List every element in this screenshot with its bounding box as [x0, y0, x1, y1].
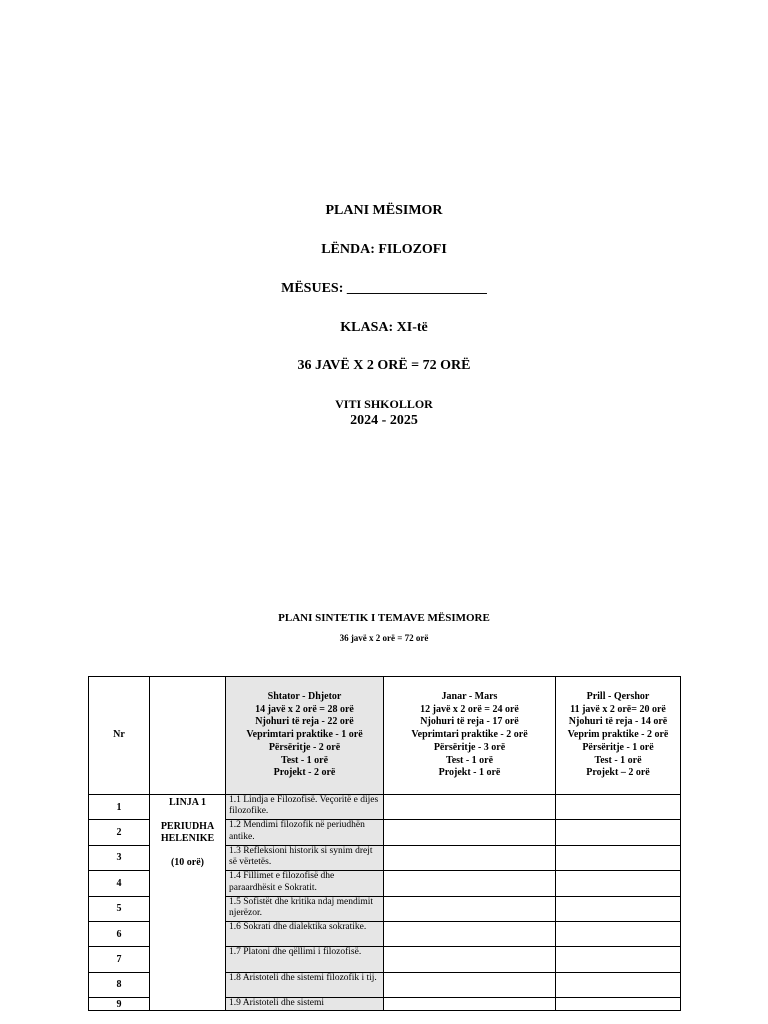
row-number: 9	[89, 998, 150, 1011]
row-number: 1	[89, 795, 150, 820]
topic-cell: 1.8 Aristoteli dhe sistemi filozofik i tij.	[226, 972, 384, 997]
period-line: Njohuri të reja - 17 orë	[420, 716, 519, 728]
empty-cell	[384, 921, 556, 946]
topic-cell: 1.6 Sokrati dhe dialektika sokratike.	[226, 921, 384, 946]
empty-cell	[556, 921, 681, 946]
period-line: Test - 1 orë	[594, 754, 642, 766]
empty-cell	[556, 896, 681, 921]
period-line: Përsëritje - 1 orë	[582, 741, 654, 753]
linja-hours: (10 orë)	[170, 857, 205, 868]
period-header-2	[384, 677, 556, 795]
topic-cell: 1.3 Refleksioni historik si synim drejt së vërtetës.	[226, 845, 384, 870]
period-line: Njohuri të reja - 14 orë	[568, 716, 668, 728]
linja-name: PERIUDHA	[160, 821, 215, 832]
school-year: 2024 - 2025	[350, 413, 418, 428]
period-line: Projekt - 2 orë	[273, 767, 336, 779]
period-line: 12 javë x 2 orë = 24 orë	[420, 703, 519, 715]
topic-cell: 1.2 Mendimi filozofik në periudhën antike.	[226, 820, 384, 845]
period-header-1	[226, 677, 384, 795]
period-line: Projekt - 1 orë	[438, 767, 501, 779]
row-number: 6	[89, 921, 150, 946]
period-line: Veprim praktike - 2 orë	[567, 729, 669, 741]
period-header-3	[556, 677, 681, 795]
hours-summary: 36 JAVË X 2 ORË = 72 ORË	[297, 358, 471, 373]
period-line: Projekt – 2 orë	[586, 767, 650, 779]
period-line: Test - 1 orë	[445, 754, 494, 766]
topic-cell: 1.4 Fillimet e filozofisë dhe paraardhësit e Sokratit.	[226, 871, 384, 896]
teacher-label: MËSUES: ____________________	[281, 281, 487, 296]
period-line: Përsëritje - 2 orë	[268, 741, 341, 753]
empty-cell	[556, 972, 681, 997]
plan-table	[88, 676, 681, 1011]
row-number: 2	[89, 820, 150, 845]
row-number: 5	[89, 896, 150, 921]
period-line: Njohuri të reja - 22 orë	[255, 716, 354, 728]
topic-cell: 1.9 Aristoteli dhe sistemi	[226, 998, 384, 1011]
nr-header: Nr	[89, 677, 150, 795]
period-name: Janar - Mars	[441, 691, 498, 703]
period-name: Prill - Qershor	[586, 691, 650, 703]
empty-cell	[556, 820, 681, 845]
period-line: Përsëritje - 3 orë	[433, 741, 506, 753]
table-row	[89, 795, 681, 820]
empty-cell	[556, 947, 681, 972]
empty-cell	[384, 820, 556, 845]
empty-cell	[384, 871, 556, 896]
school-year-label: VITI SHKOLLOR	[335, 397, 433, 411]
empty-cell	[384, 896, 556, 921]
linja-line: LINJA 1	[169, 797, 206, 808]
linja-header	[150, 677, 226, 795]
empty-cell	[384, 998, 556, 1011]
empty-cell	[384, 795, 556, 820]
empty-cell	[384, 972, 556, 997]
empty-cell	[556, 998, 681, 1011]
row-number: 4	[89, 871, 150, 896]
period-line: Veprimtari praktike - 2 orë	[411, 729, 528, 741]
row-number: 8	[89, 972, 150, 997]
empty-cell	[556, 795, 681, 820]
topic-cell: 1.5 Sofistët dhe kritika ndaj mendimit njerëzor.	[226, 896, 384, 921]
topic-cell: 1.1 Lindja e Filozofisë. Veçoritë e dijes filozofike.	[226, 795, 384, 820]
empty-cell	[384, 947, 556, 972]
period-line: Test - 1 orë	[280, 754, 329, 766]
period-name: Shtator - Dhjetor	[267, 691, 342, 703]
row-number: 7	[89, 947, 150, 972]
synthetic-plan-title: PLANI SINTETIK I TEMAVE MËSIMORE	[278, 612, 490, 624]
linja-cell	[150, 795, 226, 1011]
period-line: 11 javë x 2 orë= 20 orë	[570, 703, 666, 715]
empty-cell	[556, 871, 681, 896]
synthetic-plan-subtitle: 36 javë x 2 orë = 72 orë	[339, 633, 429, 643]
topic-cell: 1.7 Platoni dhe qëllimi i filozofisë.	[226, 947, 384, 972]
plan-title: PLANI MËSIMOR	[325, 203, 443, 218]
row-number: 3	[89, 845, 150, 870]
linja-name: HELENIKE	[160, 833, 215, 844]
table-header-row	[89, 677, 681, 795]
period-line: Veprimtari praktike - 1 orë	[246, 729, 363, 741]
empty-cell	[384, 845, 556, 870]
class-label: KLASA: XI-të	[340, 320, 428, 335]
subject-label: LËNDA: FILOZOFI	[321, 242, 447, 257]
empty-cell	[556, 845, 681, 870]
period-line: 14 javë x 2 orë = 28 orë	[255, 703, 354, 715]
